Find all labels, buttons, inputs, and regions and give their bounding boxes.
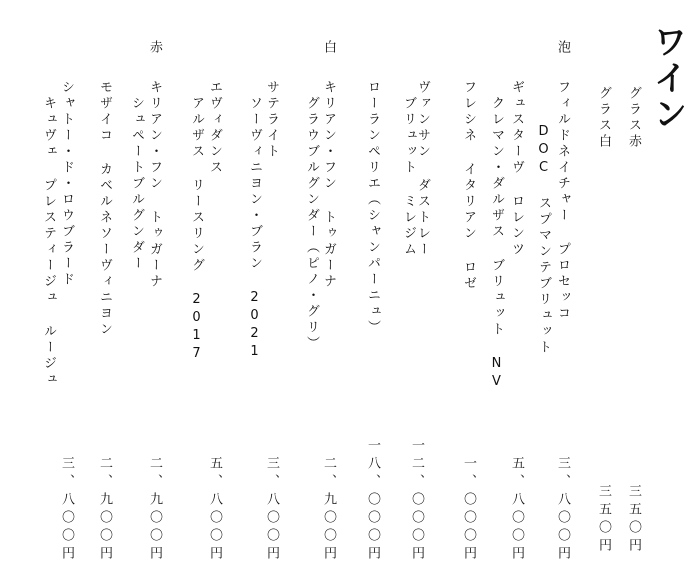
wine-name: ヴァンサン ダストレー <box>415 80 430 258</box>
wine-price: 一二、〇〇〇円 <box>409 438 424 564</box>
wine-name: ローランペリエ（シャンパーニュ） <box>365 80 380 336</box>
wine-name: フレシネ イタリアン ロゼ <box>461 80 476 292</box>
wine-name: DOC スプマンテブリュット <box>536 124 551 356</box>
wine-name: サテライト <box>264 80 279 160</box>
wine-price: 二、九〇〇円 <box>321 456 336 564</box>
wine-price: 二、九〇〇円 <box>97 456 112 564</box>
wine-name: ギュスターヴ ロレンツ <box>509 80 524 258</box>
wine-name: クレマン・ダルザス ブリュット NV <box>489 96 504 392</box>
wine-name: ブリュット ミレジム <box>401 96 416 258</box>
wine-name: キリアン・フン トゥガーナ <box>321 80 336 290</box>
wine-price: 五、八〇〇円 <box>509 456 524 564</box>
wine-price: 二、九〇〇円 <box>147 456 162 564</box>
wine-name: エヴィダンス <box>207 80 222 176</box>
wine-price: 一八、〇〇〇円 <box>365 438 380 564</box>
wine-name: フィルドネイチャー プロセッコ <box>555 80 570 322</box>
wine-name: キュヴェ プレスティージュ ルージュ <box>41 96 56 388</box>
glass-white-price: 三五〇円 <box>596 484 611 556</box>
wine-price: 三、八〇〇円 <box>264 456 279 564</box>
section-heading-sparkling: 泡 <box>555 40 570 53</box>
wine-name: アルザス リースリング 2017 <box>189 96 204 364</box>
wine-name: シュペートブルグンダー <box>129 96 144 272</box>
wine-name: ソーヴィニヨン・ブラン 2021 <box>247 96 262 362</box>
page-title: ワイン <box>647 24 687 132</box>
wine-name: グラウブルグンダー（ピノ・グリ） <box>304 96 319 352</box>
section-heading-red: 赤 <box>147 40 162 53</box>
wine-price: 一、〇〇〇円 <box>461 456 476 564</box>
wine-name: モザイコ カベルネソーヴィニヨン <box>97 80 112 338</box>
glass-white-label: グラス白 <box>596 86 611 150</box>
wine-price: 三、八〇〇円 <box>555 456 570 564</box>
wine-price: 五、八〇〇円 <box>207 456 222 564</box>
wine-name: キリアン・フン トゥガーナ <box>147 80 162 290</box>
wine-price: 三、八〇〇円 <box>59 456 74 564</box>
glass-red-label: グラス赤 <box>626 86 641 150</box>
section-heading-white: 白 <box>321 40 336 53</box>
glass-red-price: 三五〇円 <box>626 484 641 556</box>
wine-name: シャトー・ド・ロウブラード <box>59 80 74 288</box>
